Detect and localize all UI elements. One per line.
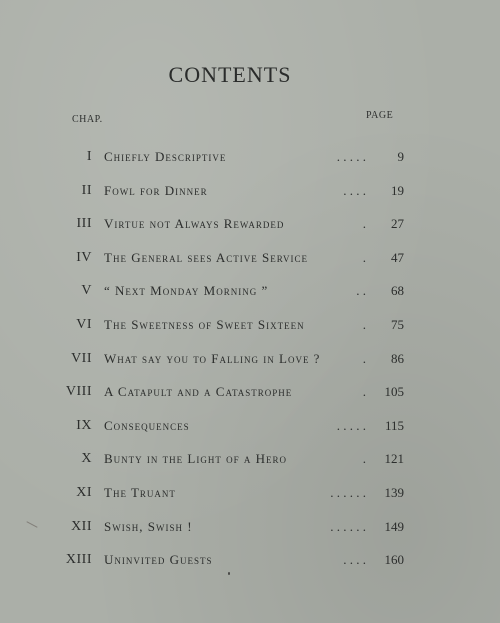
dot-leader: . . . . . . [330,518,366,534]
page-number: 68 [391,283,404,299]
dot-leader: . [362,216,366,232]
chapter-number: III [76,216,92,232]
page-number: 139 [384,484,404,500]
dot-leader: . [362,316,366,332]
toc-entry-5 [0,274,460,308]
dot-leader: . . . . [343,182,366,198]
chapter-title: What say you to Falling in Love ? [104,350,321,366]
page-number: 75 [391,316,404,332]
chapter-title: Chiefly Descriptive [104,149,227,164]
toc-entry-2 [0,174,460,208]
chapter-number: XII [71,518,92,534]
chapter-number: X [81,451,92,467]
page-number: 86 [391,350,404,366]
toc-entry-12 [0,510,460,544]
dot-leader: . [362,350,366,366]
toc-entry-3 [0,207,460,241]
ink-speck [228,572,230,575]
dot-leader: . [362,384,366,400]
chapter-title: The General sees Active Service [104,249,308,265]
page-number: 160 [384,552,404,568]
chapter-title: Consequences [104,417,190,433]
toc-entry-13 [0,543,460,577]
toc-entry-8 [0,375,460,409]
page-number: 47 [391,249,404,265]
chapter-title: Virtue not Always Rewarded [104,216,285,232]
chapter-title: Swish, Swish ! [104,518,193,534]
toc-entry-7 [0,342,460,376]
dot-leader: . [362,451,366,467]
page-number: 115 [384,417,404,433]
chapter-number: VIII [65,384,92,400]
toc-entry-6 [0,308,460,342]
chapter-number: XI [76,484,92,500]
chapter-title: Bunty in the Light of a Hero [104,451,287,467]
toc-entry-9 [0,409,460,443]
chapter-number: IX [76,417,92,433]
toc-entry-11 [0,476,460,510]
chapter-number: V [81,283,92,299]
chapter-title: The Truant [104,484,176,500]
toc-entry-4 [0,241,460,275]
page-column-header: PAGE [366,110,394,121]
page-number: 149 [384,518,404,534]
chapter-title: Uninvited Guests [104,552,213,568]
page-number: 19 [391,182,404,198]
table-of-contents [0,140,460,577]
page-number: 9 [397,149,404,164]
toc-entry-10 [0,442,460,476]
chapter-column-header: CHAP. [72,114,103,125]
page-number: 121 [384,451,404,467]
dot-leader: . . . . . [336,149,366,164]
dot-leader: . . . . . . [330,484,366,500]
dot-leader: . [362,249,366,265]
dot-leader: . . . . . [336,417,366,433]
chapter-number: VI [76,316,92,332]
chapter-number: XIII [65,552,92,568]
page-title: CONTENTS [168,62,292,87]
chapter-number: VII [71,350,92,366]
page-number: 27 [391,216,404,232]
chapter-title: Fowl for Dinner [104,182,208,198]
page-number: 105 [384,384,404,400]
chapter-number: II [81,182,92,198]
dot-leader: . . . . [343,552,366,568]
chapter-title: The Sweetness of Sweet Sixteen [104,316,305,332]
toc-entry-1 [0,140,460,174]
chapter-number: IV [76,249,92,265]
chapter-number: I [86,149,92,164]
dot-leader: . . [356,283,366,299]
chapter-title: “ Next Monday Morning ” [104,283,269,299]
chapter-title: A Catapult and a Catastrophe [104,384,293,400]
